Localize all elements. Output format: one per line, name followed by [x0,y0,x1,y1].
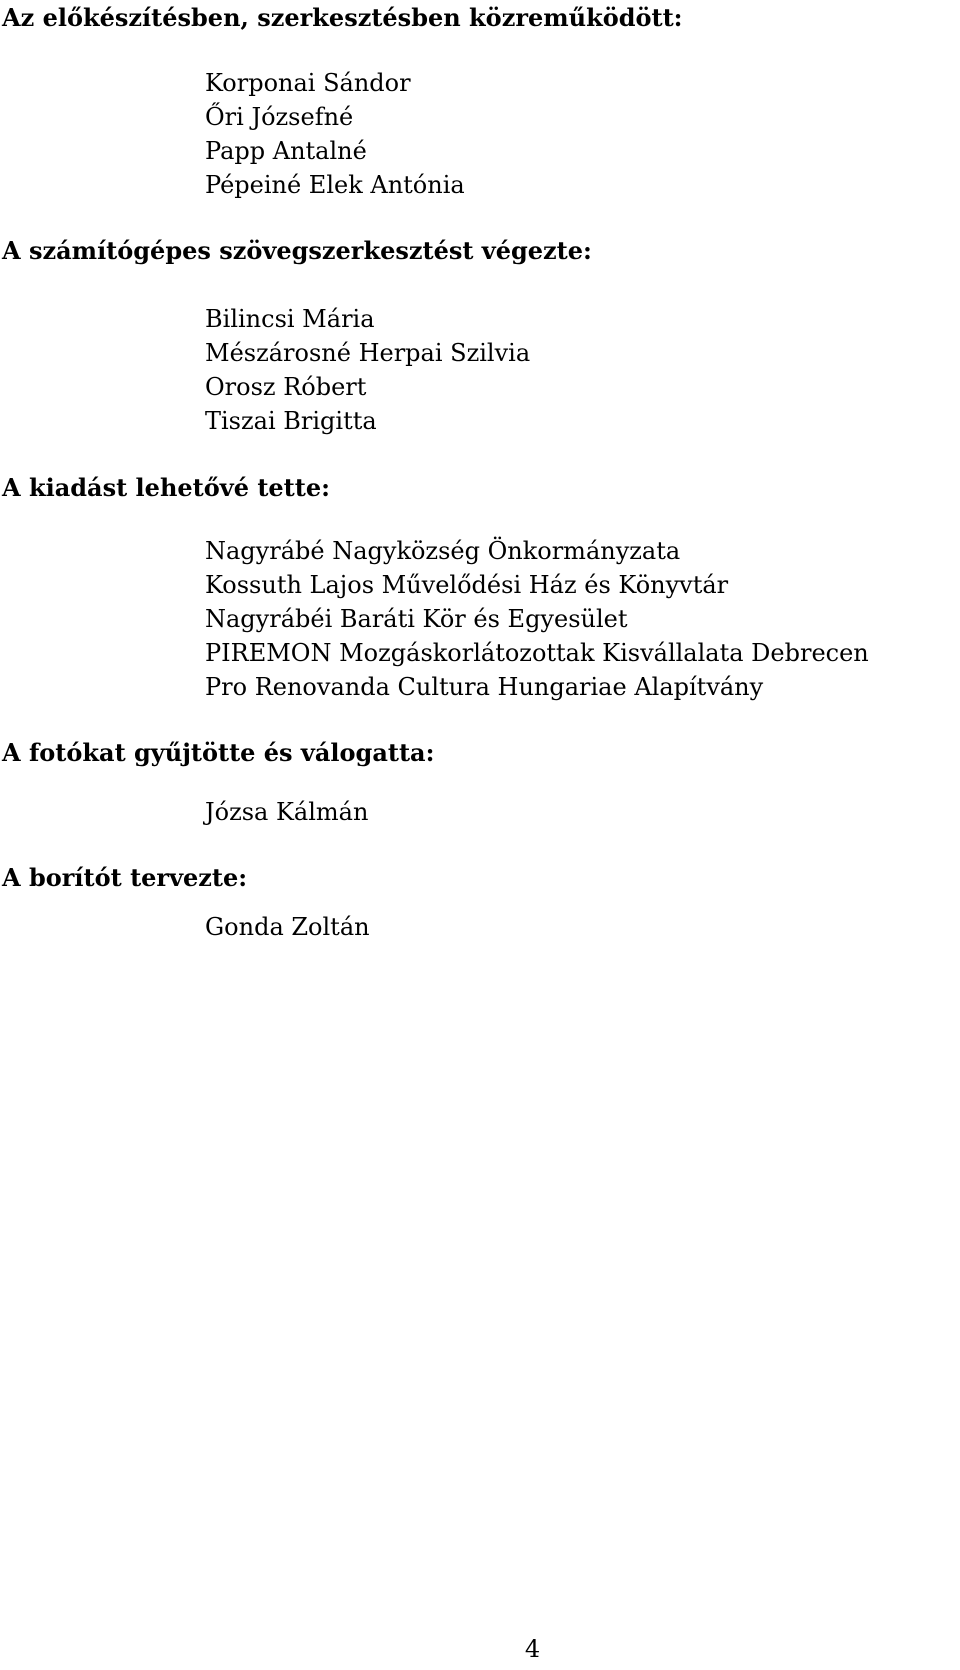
page-number: 4 [524,1635,541,1663]
list-item: Gonda Zoltán [205,913,370,941]
list-item: Őri Józsefné [205,103,354,131]
section-heading-photos: A fotókat gyűjtötte és válogatta: [2,738,435,767]
list-item: Papp Antalné [205,137,367,165]
list-item: Nagyrábéi Baráti Kör és Egyesület [205,605,628,633]
cover-list [205,910,370,944]
list-item: Józsa Kálmán [205,798,369,826]
list-item: Kossuth Lajos Művelődési Ház és Könyvtár [205,571,729,599]
list-item: Korponai Sándor [205,69,411,97]
list-item: Pro Renovanda Cultura Hungariae Alapítvány [205,673,764,701]
section-heading-contributors: Az előkészítésben, szerkesztésben közreműködött: [2,3,683,32]
typesetting-list [205,302,530,438]
list-item: Bilincsi Mária [205,305,375,333]
list-item: PIREMON Mozgáskorlátozottak Kisvállalata Debrecen [205,639,869,667]
list-item: Orosz Róbert [205,373,367,401]
photos-list [205,795,368,829]
list-item: Mészárosné Herpai Szilvia [205,339,531,367]
section-heading-cover: A borítót tervezte: [2,863,248,892]
section-heading-typesetting: A számítógépes szövegszerkesztést végezte: [2,236,592,265]
section-heading-sponsors: A kiadást lehetővé tette: [2,473,330,502]
list-item: Pépeiné Elek Antónia [205,171,465,199]
list-item: Tiszai Brigitta [205,407,377,435]
sponsors-list [205,534,869,704]
list-item: Nagyrábé Nagyközség Önkormányzata [205,537,681,565]
contributors-list [205,66,465,202]
